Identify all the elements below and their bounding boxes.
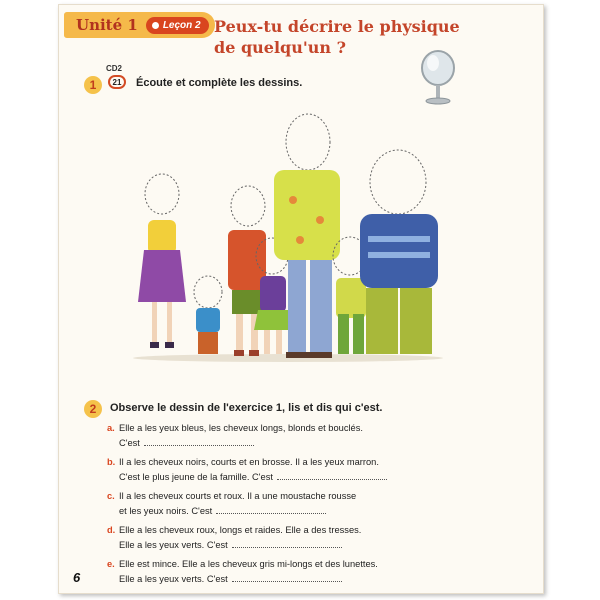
figure-woman-purple-dress <box>138 174 186 348</box>
question-prompt: Elle a les yeux verts. C'est <box>119 540 228 550</box>
answer-blank[interactable] <box>232 572 342 582</box>
page-title <box>214 16 504 58</box>
question-a <box>107 421 437 451</box>
exercise-1-instruction: Écoute et complète les dessins. <box>136 77 303 89</box>
question-c <box>107 489 437 519</box>
lesson-badge <box>146 17 209 34</box>
exercise-1-badge: 1 <box>84 76 102 94</box>
question-d <box>107 523 437 553</box>
question-letter: a. <box>107 423 115 433</box>
answer-blank[interactable] <box>232 538 342 548</box>
question-prompt: et les yeux noirs. C'est <box>119 506 213 516</box>
figure-boy-orange <box>228 186 266 356</box>
question-prompt: Elle a les yeux verts. C'est <box>119 574 228 584</box>
question-text: Elle a les yeux bleus, les cheveux longs, blonds et bouclés. <box>119 423 363 433</box>
question-text: Il a les cheveux courts et roux. Il a une moustache rousse <box>119 491 357 501</box>
title-line-1: Peux-tu décrire le physique <box>214 17 460 36</box>
unit-header-tab <box>64 12 215 38</box>
question-prompt: C'est <box>119 438 140 448</box>
question-letter: b. <box>107 457 116 467</box>
cd-label: CD2 <box>106 64 123 73</box>
question-letter: d. <box>107 525 116 535</box>
lesson-label: Leçon 2 <box>162 19 201 31</box>
question-text: Il a les cheveux noirs, courts et en brosse. Il a les yeux marron. <box>119 457 379 467</box>
question-e <box>107 557 437 587</box>
title-line-2: de quelqu'un ? <box>214 38 346 57</box>
question-prompt: C'est le plus jeune de la famille. C'est <box>119 472 273 482</box>
answer-blank[interactable] <box>144 436 254 446</box>
mirror-illustration <box>418 48 458 106</box>
answer-blank[interactable] <box>216 504 326 514</box>
page-number: 6 <box>73 570 81 585</box>
exercise-2-instruction: Observe le dessin de l'exercice 1, lis et dis qui c'est. <box>110 402 383 414</box>
exercise-2-badge: 2 <box>84 400 102 418</box>
cd-track-number: 21 <box>112 77 122 87</box>
question-letter: c. <box>107 491 115 501</box>
question-b <box>107 455 437 485</box>
figure-woman-blue-sweater <box>360 150 438 354</box>
unit-label: Unité 1 <box>76 16 138 34</box>
answer-blank[interactable] <box>277 470 387 480</box>
cd-track-icon[interactable] <box>108 75 126 89</box>
bullet-dot-icon <box>152 22 159 29</box>
question-text: Elle est mince. Elle a les cheveux gris mi-longs et des lunettes. <box>119 559 378 569</box>
figure-small-child-blue <box>194 276 222 354</box>
question-text: Elle a les cheveux roux, longs et raides. Elle a des tresses. <box>119 525 362 535</box>
question-list <box>107 421 437 591</box>
question-letter: e. <box>107 559 115 569</box>
family-illustration <box>128 110 458 365</box>
